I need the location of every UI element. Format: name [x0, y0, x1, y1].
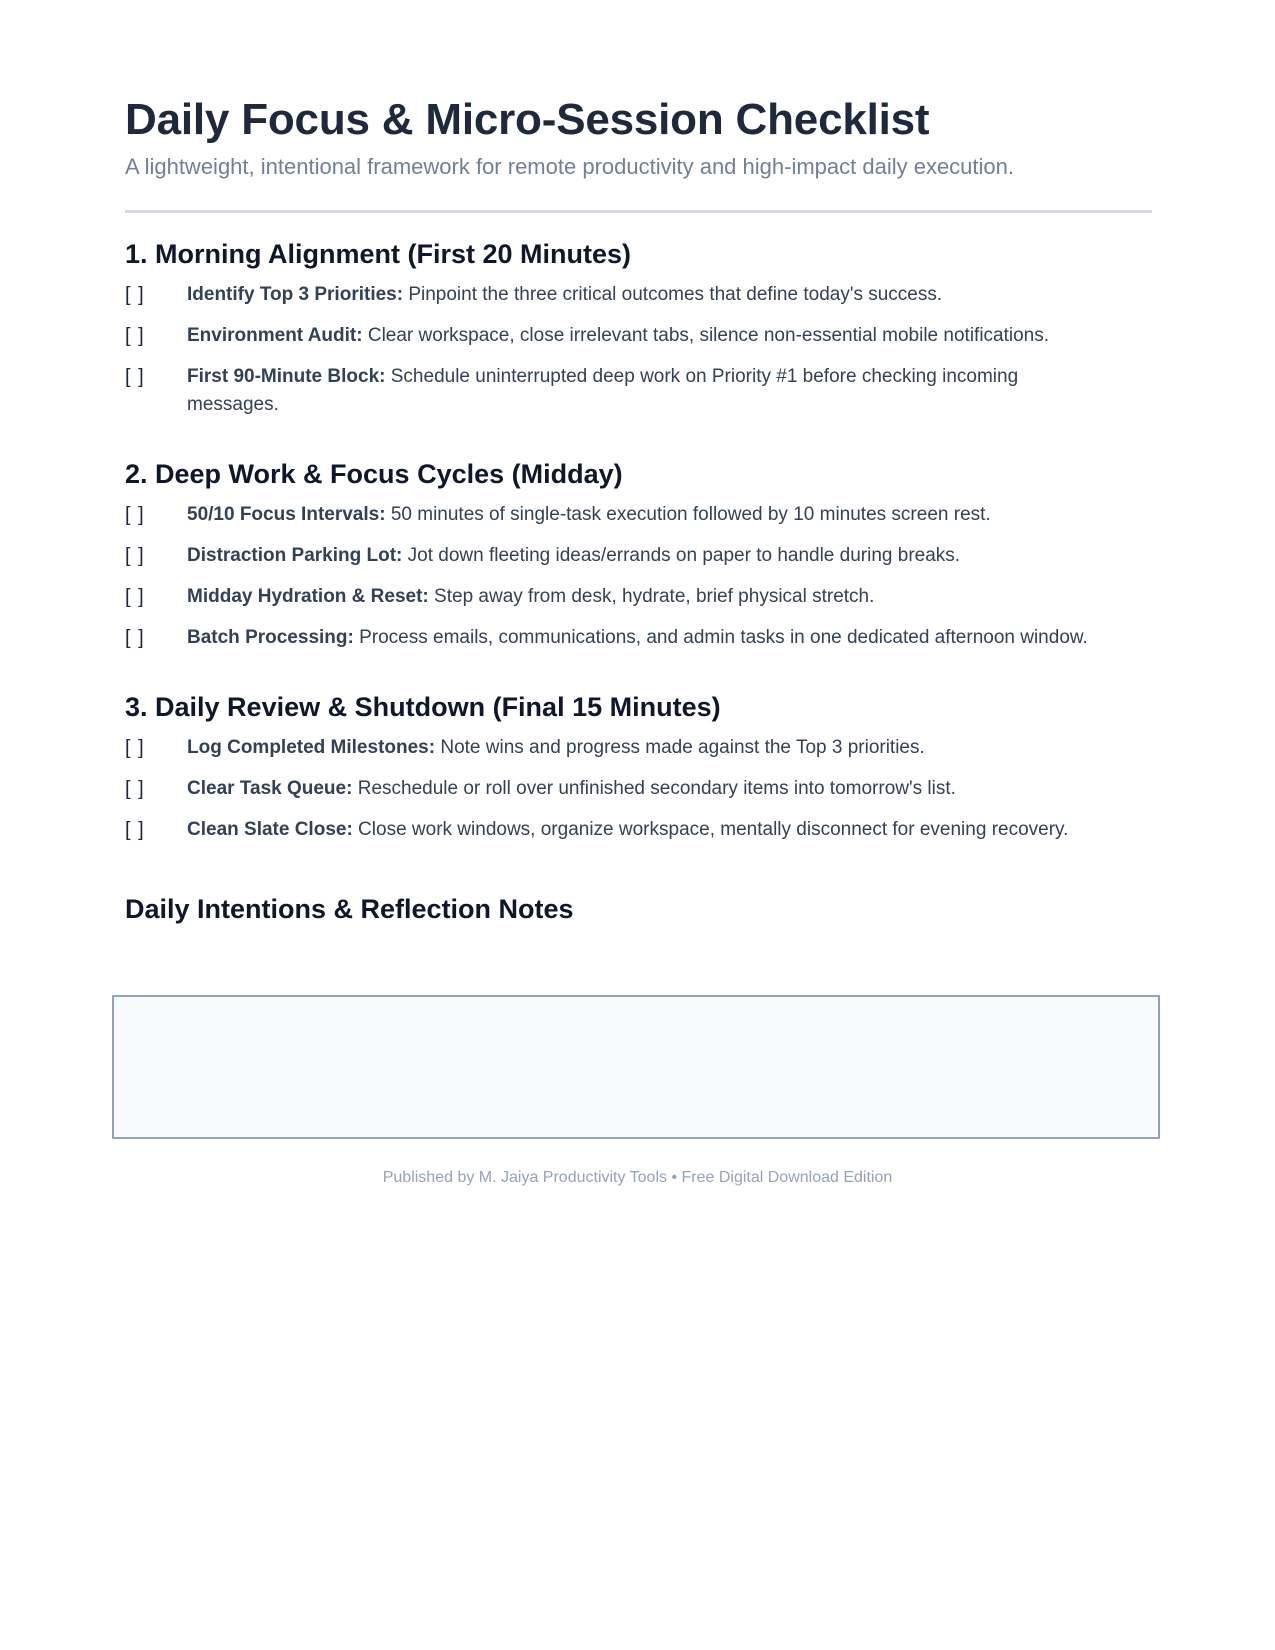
- checklist-item-description: Note wins and progress made against the Top 3 priorities.: [435, 737, 925, 758]
- checkbox[interactable]: [ ]: [125, 366, 145, 388]
- checklist-item: [125, 363, 1152, 419]
- checklist-item-title: Environment Audit:: [187, 325, 363, 346]
- checklist-item-text: [187, 583, 1092, 611]
- checkbox[interactable]: [ ]: [125, 819, 145, 841]
- document-page: [125, 92, 1152, 926]
- checklist-item-description: Process emails, communications, and admin tasks in one dedicated afternoon window.: [353, 627, 1088, 648]
- checklist-item-text: [187, 501, 1092, 529]
- checklist-item: [125, 542, 1152, 570]
- checklist-item-description: Pinpoint the three critical outcomes that define today's success.: [403, 284, 943, 305]
- checklist-item-title: Clear Task Queue:: [187, 778, 353, 799]
- section-heading: 2. Deep Work & Focus Cycles (Midday): [125, 459, 623, 489]
- notes-box[interactable]: [112, 995, 1160, 1139]
- checkbox[interactable]: [ ]: [125, 545, 145, 567]
- checklist-item-description: Clear workspace, close irrelevant tabs, silence non-essential mobile notifications.: [362, 325, 1050, 346]
- checklist-item-description: Step away from desk, hydrate, brief physical stretch.: [428, 586, 875, 607]
- checklist-item-text: [187, 322, 1092, 350]
- page-subtitle: A lightweight, intentional framework for remote productivity and high-impact daily execution.: [125, 154, 1015, 179]
- checklist-item: [125, 322, 1152, 350]
- section-morning-alignment: [125, 237, 1152, 419]
- checklist-item-title: Log Completed Milestones:: [187, 737, 436, 758]
- checklist-item-title: Midday Hydration & Reset:: [187, 586, 429, 607]
- checklist-item-description: Jot down fleeting ideas/errands on paper to handle during breaks.: [402, 545, 961, 566]
- checkbox[interactable]: [ ]: [125, 325, 145, 347]
- checklist-item-text: [187, 734, 1092, 762]
- footer-text: Published by M. Jaiya Productivity Tools • Free Digital Download Edition: [382, 1169, 893, 1186]
- checkbox[interactable]: [ ]: [125, 586, 145, 608]
- checklist: [125, 501, 1152, 652]
- checklist-item-title: Distraction Parking Lot:: [187, 545, 403, 566]
- checklist-item-text: [187, 363, 1092, 419]
- checklist-item: [125, 775, 1152, 803]
- page-title: Daily Focus & Micro-Session Checklist: [125, 95, 930, 144]
- checklist-item-title: Clean Slate Close:: [187, 819, 353, 840]
- checklist-item-title: First 90-Minute Block:: [187, 366, 386, 387]
- section-heading: 1. Morning Alignment (First 20 Minutes): [125, 239, 632, 269]
- checklist-item-title: Identify Top 3 Priorities:: [187, 284, 404, 305]
- checklist-item-title: Batch Processing:: [187, 627, 354, 648]
- checklist-item: [125, 501, 1152, 529]
- checklist-item-text: [187, 281, 1092, 309]
- checklist-item-description: Schedule uninterrupted deep work on Priority #1 before checking incoming messages.: [187, 366, 1019, 415]
- checklist-item: [125, 734, 1152, 762]
- checklist-item: [125, 281, 1152, 309]
- checklist-item-description: 50 minutes of single-task execution followed by 10 minutes screen rest.: [385, 504, 991, 525]
- checklist: [125, 281, 1152, 419]
- title-divider: [125, 210, 1152, 213]
- checkbox[interactable]: [ ]: [125, 778, 145, 800]
- checklist-item-text: [187, 624, 1092, 652]
- section-deep-work: [125, 457, 1152, 652]
- checklist: [125, 734, 1152, 844]
- checklist-item-title: 50/10 Focus Intervals:: [187, 504, 386, 525]
- checklist-item: [125, 624, 1152, 652]
- checklist-item: [125, 583, 1152, 611]
- checkbox[interactable]: [ ]: [125, 627, 145, 649]
- checkbox[interactable]: [ ]: [125, 737, 145, 759]
- checklist-item-text: [187, 816, 1092, 844]
- checklist-item-text: [187, 775, 1092, 803]
- notes-heading: Daily Intentions & Reflection Notes: [125, 894, 574, 924]
- checklist-item-description: Reschedule or roll over unfinished secondary items into tomorrow's list.: [352, 778, 956, 799]
- checkbox[interactable]: [ ]: [125, 284, 145, 306]
- section-heading: 3. Daily Review & Shutdown (Final 15 Minutes): [125, 692, 721, 722]
- checklist-item-description: Close work windows, organize workspace, mentally disconnect for evening recovery.: [352, 819, 1069, 840]
- checklist-item-text: [187, 542, 1092, 570]
- section-daily-review: [125, 690, 1152, 844]
- checkbox[interactable]: [ ]: [125, 504, 145, 526]
- checklist-item: [125, 816, 1152, 844]
